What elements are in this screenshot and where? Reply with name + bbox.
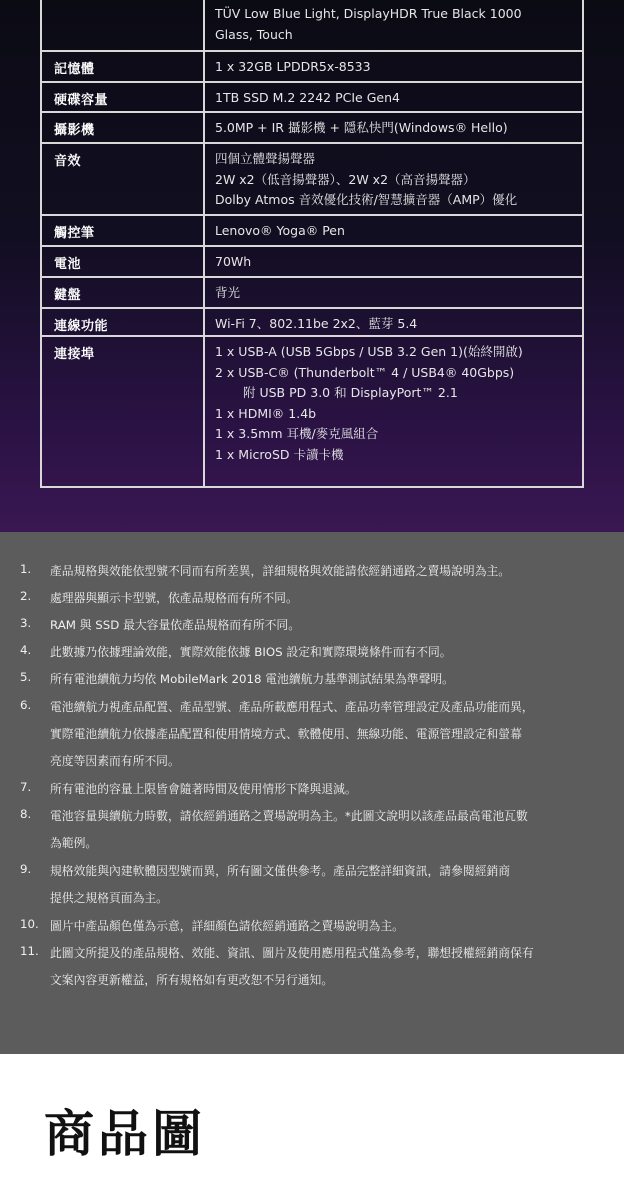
note-number: 8. (20, 807, 32, 821)
product-section (0, 1054, 624, 1200)
note-text: 所有電池的容量上限皆會隨著時間及使用情形下降與退減。 (50, 782, 357, 796)
spec-label: 記憶體 (54, 62, 95, 77)
product-gallery-heading: 商品圖 (44, 1105, 206, 1163)
note-text: 圖片中產品顏色僅為示意，詳細顏色請依經銷通路之賣場說明為主。 (50, 919, 404, 933)
spec-value-line: 1 x USB-A (USB 5Gbps / USB 3.2 Gen 1)(始終開啟) (215, 344, 523, 359)
spec-label: 鍵盤 (54, 288, 82, 303)
spec-label: 連線功能 (54, 319, 109, 334)
note-text: 此圖文所提及的產品規格、效能、資訊、圖片及使用應用程式僅為參考，聯想授權經銷商保有 (50, 946, 534, 960)
note-text: RAM 與 SSD 最大容量依產品規格而有所不同。 (50, 618, 301, 632)
spec-row-display (42, 0, 582, 50)
note-text: 為範例。 (50, 836, 98, 850)
spec-label: 觸控筆 (54, 226, 95, 241)
spec-values (215, 149, 585, 211)
spec-row-battery (42, 245, 582, 275)
note-text: 亮度等因素而有所不同。 (50, 754, 180, 768)
spec-table (40, 0, 584, 488)
note-number: 1. (20, 562, 32, 576)
note-text: 提供之規格頁面為主。 (50, 891, 168, 905)
note-number: 10. (20, 917, 39, 931)
note-number: 11. (20, 944, 39, 958)
spec-row-storage (42, 81, 582, 110)
spec-row-connectivity (42, 307, 582, 334)
note-text: 處理器與顯示卡型號，依產品規格而有所不同。 (50, 591, 298, 605)
note-number: 2. (20, 589, 32, 603)
spec-values (215, 57, 585, 78)
note-text: 此數據乃依據理論效能，實際效能依據 BIOS 設定和實際環境條件而有不同。 (50, 645, 452, 659)
note-text: 實際電池續航力依據產品配置和使用情境方式、軟體使用、無線功能、電源管理設定和螢幕 (50, 727, 522, 741)
note-text: 所有電池續航力均依 MobileMark 2018 電池續航力基準測試結果為準聲明。 (50, 672, 454, 686)
spec-value-line: 70Wh (215, 254, 252, 269)
spec-values (215, 342, 585, 465)
spec-value-line: 1 x 3.5mm 耳機/麥克風組合 (215, 426, 379, 441)
spec-values (215, 118, 585, 139)
note-text: 電池續航力視產品配置、產品型號、產品所載應用程式、產品功率管理設定及產品功能而異， (50, 700, 534, 714)
spec-row-pen (42, 214, 582, 244)
note-number: 3. (20, 616, 32, 630)
spec-value-line: 2W x2（低音揚聲器）、2W x2（高音揚聲器） (215, 171, 476, 187)
spec-values (215, 88, 585, 109)
spec-values (215, 283, 585, 304)
spec-value-line: TÜV Low Blue Light, DisplayHDR True Black 1000 (215, 6, 522, 21)
note-number: 9. (20, 862, 32, 876)
spec-label: 音效 (54, 154, 82, 169)
spec-display-values (215, 4, 585, 45)
note-number: 4. (20, 643, 32, 657)
spec-row-audio (42, 142, 582, 213)
spec-row-memory (42, 50, 582, 80)
spec-section (0, 0, 624, 532)
spec-label: 攝影機 (54, 123, 95, 138)
spec-label: 硬碟容量 (54, 93, 109, 108)
spec-value-line: Glass, Touch (215, 26, 293, 42)
spec-value-line: 5.0MP + IR 攝影機 + 隱私快門(Windows® Hello) (215, 120, 508, 135)
spec-row-camera (42, 111, 582, 141)
note-number: 5. (20, 670, 32, 684)
note-number: 6. (20, 698, 32, 712)
spec-value-line: 1 x HDMI® 1.4b (215, 405, 317, 421)
spec-row-ports (42, 335, 582, 488)
note-text: 產品規格與效能依型號不同而有所差異，詳細規格與效能請依經銷通路之賣場說明為主。 (50, 564, 511, 578)
spec-values (215, 252, 585, 273)
spec-label: 電池 (54, 257, 82, 272)
spec-value-line: 四個立體聲揚聲器 (215, 151, 316, 166)
spec-value-line: 1TB SSD M.2 2242 PCIe Gen4 (215, 90, 400, 105)
spec-values (215, 314, 585, 335)
spec-value-line: Dolby Atmos 音效優化技術/智慧擴音器（AMP）優化 (215, 192, 518, 207)
spec-label: 連接埠 (54, 347, 95, 362)
spec-value-line: 1 x MicroSD 卡讀卡機 (215, 446, 344, 462)
notes-section (0, 532, 624, 1054)
spec-values (215, 221, 585, 242)
spec-value-line: Lenovo® Yoga® Pen (215, 223, 345, 238)
note-text: 電池容量與續航力時數，請依經銷通路之賣場說明為主。*此圖文說明以該產品最高電池瓦數 (50, 809, 528, 823)
spec-value-line: 附 USB PD 3.0 和 DisplayPort™ 2.1 (243, 385, 458, 400)
note-text: 文案內容更新權益，所有規格如有更改恕不另行通知。 (50, 973, 334, 987)
note-text: 規格效能與內建軟體因型號而異，所有圖文僅供參考。產品完整詳細資訊，請參閱經銷商 (50, 864, 511, 878)
spec-value-line: 背光 (215, 285, 241, 300)
spec-row-keyboard (42, 276, 582, 306)
spec-value-line: Wi-Fi 7、802.11be 2x2、藍芽 5.4 (215, 316, 418, 331)
spec-value-line: 2 x USB-C® (Thunderbolt™ 4 / USB4® 40Gbps) (215, 364, 515, 380)
note-number: 7. (20, 780, 32, 794)
spec-value-line: 1 x 32GB LPDDR5x-8533 (215, 59, 371, 74)
